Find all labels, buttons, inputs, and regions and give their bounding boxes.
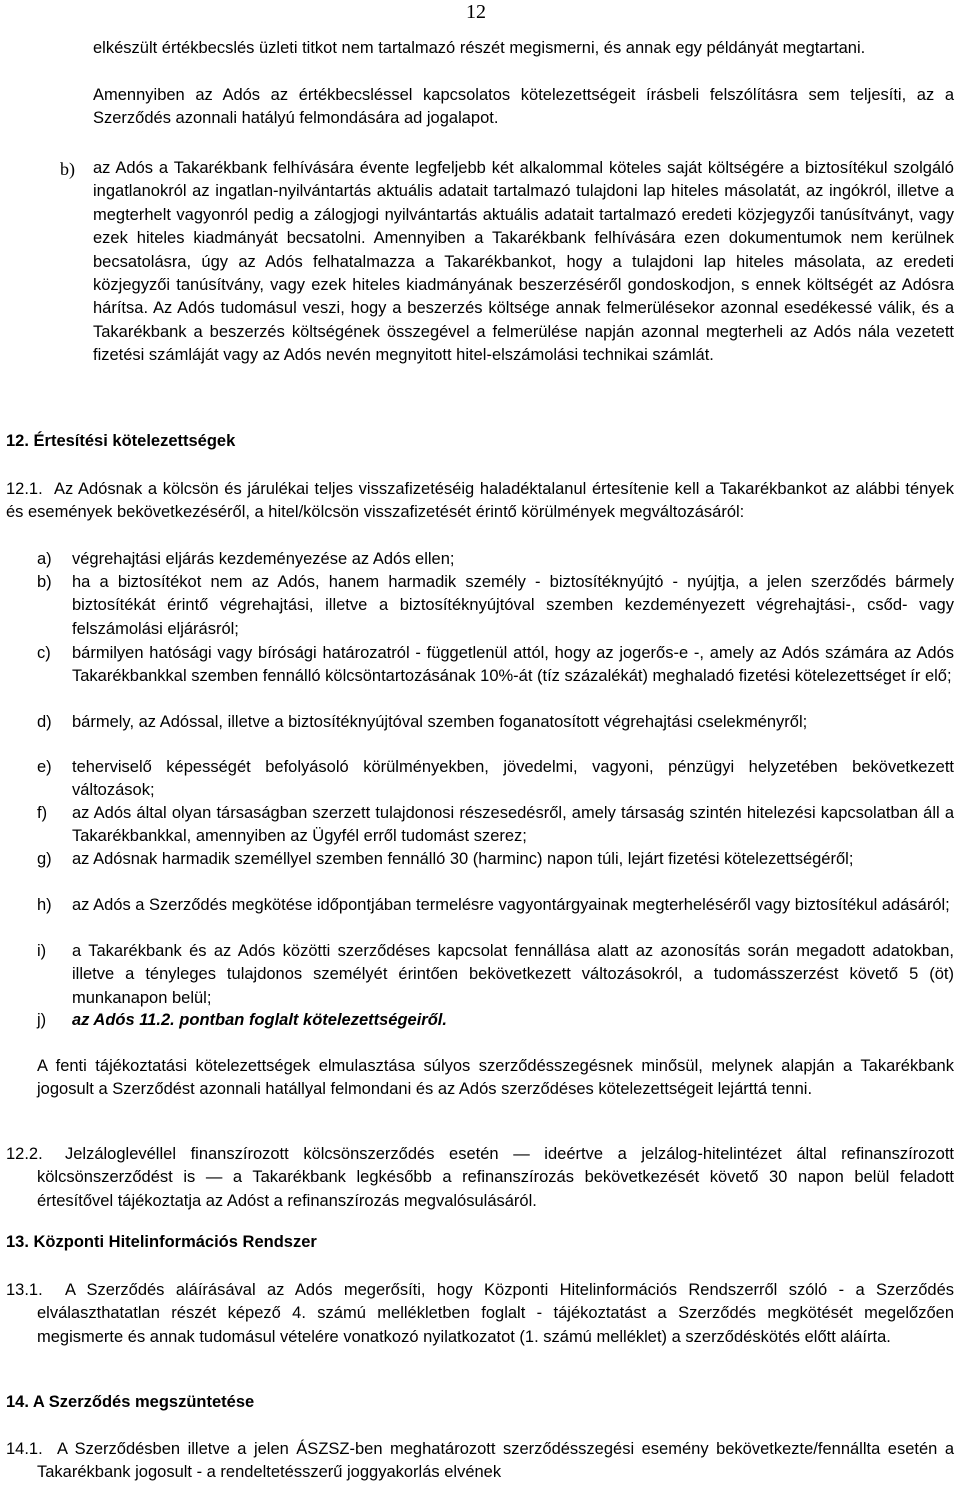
list-item-g-label: g) <box>37 850 52 868</box>
closing-paragraph: A fenti tájékoztatási kötelezettségek elmulasztása súlyos szerződésszegésnek minősül, melynek alapján a Takarékbank jogosult a Szerződést azonnali hatállyal felmondani és az Adós szerződéses kötelezettségeit lejárttá tenni. <box>37 1057 954 1099</box>
para-12-1-number: 12.1. <box>6 480 43 498</box>
list-item-h-label: h) <box>37 896 52 914</box>
list-item-g-text: az Adósnak harmadik személlyel szemben fennálló 30 (harminc) napon túli, lejárt fizetési kötelezettségéről; <box>72 850 854 868</box>
para-12-2-text: Jelzáloglevéllel finanszírozott kölcsönszerződés esetén — ideértve a jelzálog-hitelintézet által refinanszírozott kölcsönszerződést is — a Takarékbank legkésőbb a refinanszírozás bekövetkezését követő 30 napon belül feladott értesítővel tájékoztatja az Adóst a refinanszírozás megvalósulásáról. <box>37 1145 954 1210</box>
list-item-d-text: bármely, az Adóssal, illetve a biztosítéknyújtóval szemben foganatosított végrehajtási cselekményről; <box>72 713 808 731</box>
paragraph-valuation-termination: Amennyiben az Adós az értékbecsléssel kapcsolatos kötelezettségeit írásbeli felszólításra sem teljesíti, az a Szerződés azonnali hatályú felmondására ad jogalapot. <box>93 86 954 128</box>
list-item-e-label: e) <box>37 758 52 776</box>
para-14-1-number: 14.1. <box>6 1440 43 1458</box>
list-item-c-text: bármilyen hatósági vagy bírósági határozatról - függetlenül attól, hogy az jogerős-e -, amely az Adós számára az Adós Takarékbankkal szemben fennálló kölcsöntartozásának 10%-át (tíz százalékát) meghaladó fizetési kötelezettséget ír elő; <box>72 644 954 686</box>
list-item-e-text: teherviselő képességét befolyásoló körülményekben, jövedelmi, vagyoni, pénzügyi helyzetében bekövetkezett változások; <box>72 758 954 800</box>
section-12-heading: 12. Értesítési kötelezettségek <box>6 432 236 450</box>
list-item-f-text: az Adós által olyan társaságban szerzett tulajdonosi részesedésről, amely társaság szintén hitelezési kapcsolatban áll a Takarékbankkal, amennyiben az Ügyfél erről tudomást szerez; <box>72 804 954 846</box>
section-13-heading: 13. Központi Hitelinformációs Rendszer <box>6 1233 317 1251</box>
list-item-h-text: az Adós a Szerződés megkötése időpontjában termelésre vagyontárgyainak megterheléséről vagy biztosítékul adásáról; <box>72 896 950 914</box>
list-item-a-label: a) <box>37 550 52 568</box>
section-14-heading: 14. A Szerződés megszüntetése <box>6 1393 255 1411</box>
item-b-label: b) <box>60 159 75 179</box>
para-13-1-number: 13.1. <box>6 1281 43 1299</box>
list-item-b-text: ha a biztosítékot nem az Adós, hanem harmadik személy - biztosítéknyújtó - nyújtja, a jelen szerződés bármely biztosítékát érintő végrehajtási, illetve a biztosítéknyújtóval szemben kezdeményezett végrehajtási-, csőd- vagy felszámolási eljárásról; <box>72 573 954 638</box>
item-b-text: az Adós a Takarékbank felhívására évente legfeljebb két alkalommal köteles saját költségére a biztosítékul szolgáló ingatlanokról az ingatlan-nyilvántartás aktuális adatait tartalmazó tulajdoni lap hiteles másolatát, az ingókról, illetve a megterhelt vagyonról pedig a zálogjogi nyilvántartás aktuális adatait tartalmazó eredeti közjegyzői tanúsítványt, vagy ezek hiteles kiadmányát becsatolni. Amennyiben a Takarékbank felhívására ezen dokumentumok nem kerülnek becsatolásra, úgy az Adós felhatalmazza a Takarékbankot, hogy a tulajdoni lap hiteles másolata, az eredeti közjegyzői tanúsítvány, vagy ezek hiteles kiadmányának beszerzéséről gondoskodjon, s ennek költségét az Adósra hárítsa. Az Adós tudomásul veszi, hogy a beszerzés költsége annak felmerülésekor azonnal esedékessé válik, és a Takarékbank a beszerzés költségének összegével a felmerülése napján azonnal megterheli az Adós nála vezetett fizetési számláját vagy az Adós nevén megnyitott hitel-elszámolási technikai számlát. <box>93 159 954 365</box>
list-item-j-text: az Adós 11.2. pontban foglalt kötelezettségeiről. <box>72 1011 447 1029</box>
list-item-i-label: i) <box>37 942 47 960</box>
list-item-d-label: d) <box>37 713 52 731</box>
list-item-i-text: a Takarékbank és az Adós közötti szerződéses kapcsolat fennállása alatt az azonosítás során megadott adatokban, illetve a tényleges tulajdonos személyét érintően bekövetkezett változásokról, a tudomásszerzést követő 5 (öt) munkanapon belül; <box>72 942 954 1007</box>
list-item-a-text: végrehajtási eljárás kezdeményezése az Adós ellen; <box>72 550 455 568</box>
para-12-2-number: 12.2. <box>6 1145 43 1163</box>
list-item-f-label: f) <box>37 804 48 822</box>
list-item-j-label: j) <box>37 1011 47 1029</box>
page-number: 12 <box>466 1 486 23</box>
paragraph-valuation-copy: elkészült értékbecslés üzleti titkot nem tartalmazó részét megismerni, és annak egy példányát megtartani. <box>93 39 866 57</box>
list-item-b-label: b) <box>37 573 52 591</box>
list-item-c-label: c) <box>37 644 51 662</box>
para-12-1-text: Az Adósnak a kölcsön és járulékai teljes visszafizetéséig haladéktalanul értesítenie kell a Takarékbankot az alábbi tények és események bekövetkezéséről, a hitel/kölcsön visszafizetését érintő körülmények megváltozásáról: <box>6 480 954 522</box>
para-14-1-text: A Szerződésben illetve a jelen ÁSZSZ-ben meghatározott szerződésszegési esemény bekövetkezte/fennállta esetén a Takarékbank jogosult - a rendeltetésszerű joggyakorlás elvének <box>37 1440 954 1482</box>
para-13-1-text: A Szerződés aláírásával az Adós megerősíti, hogy Központi Hitelinformációs Rendszerről szóló - a Szerződés elválaszthatatlan részét képező 4. számú mellékletben foglalt - tájékoztatást a Szerződés megkötését megelőzően megismerte és annak tudomásul vételére vonatkozó nyilatkozatot (1. számú melléklet) a szerződéskötés előtt aláírta. <box>37 1281 954 1346</box>
